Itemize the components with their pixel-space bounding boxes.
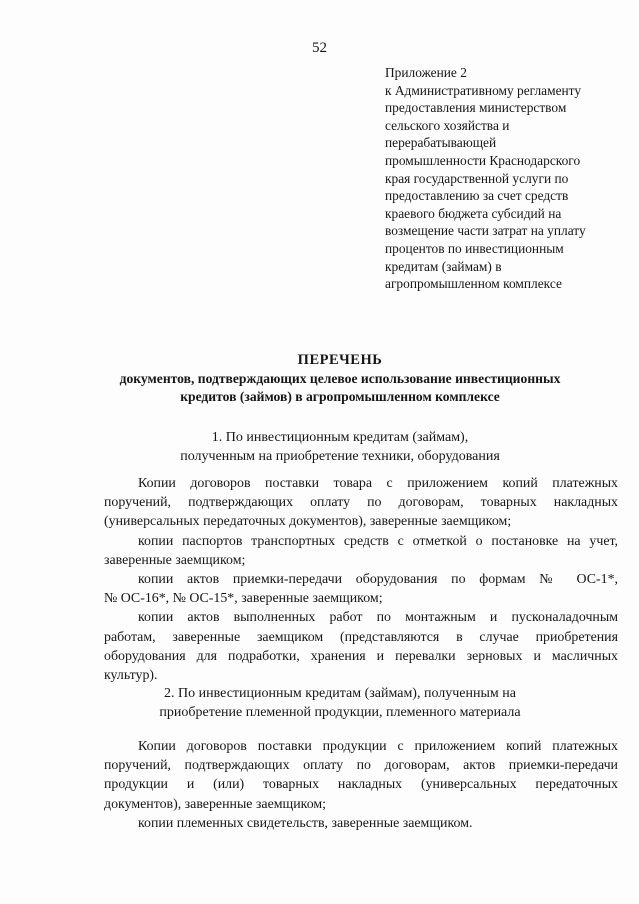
subtitle-line: документов, подтверждающих целевое использование инвестиционных [119, 371, 561, 386]
appendix-line: кредитам (займам) в [385, 258, 502, 274]
section-heading-line: приобретение племенной продукции, племенного материала [159, 705, 521, 720]
paragraph-line: культур). [104, 668, 158, 684]
appendix-line: краевого бюджета субсидий на [385, 205, 562, 221]
document-title: ПЕРЕЧЕНЬ [297, 352, 383, 368]
appendix-line: промышленности Краснодарского [385, 152, 581, 168]
paragraph-line: копии актов приемки-передачи оборудования по формам № ОС-1*, [138, 572, 618, 588]
appendix-note [385, 64, 625, 293]
paragraph-line: заверенные заемщиком; [104, 552, 246, 568]
section-2-heading [90, 684, 590, 722]
paragraph-line: № ОС-16*, № ОС-15*, заверенные заемщиком; [104, 591, 383, 607]
appendix-line: сельского хозяйства и [385, 117, 510, 133]
paragraph-line: копии паспортов транспортных средств с отметкой о постановке на учет, [138, 533, 618, 549]
appendix-line: предоставлению за счет средств [385, 188, 569, 204]
appendix-line: перерабатывающей [385, 135, 497, 151]
appendix-line: к Административному регламенту [385, 82, 582, 98]
paragraph-line: работам, заверенные заемщиком (представляются в случае приобретения [104, 629, 618, 645]
appendix-line: агропромышленном комплексе [385, 276, 562, 292]
page-number: 52 [312, 40, 327, 56]
appendix-line: предоставления министерством [385, 100, 567, 116]
paragraph-line: Копии договоров поставки продукции с приложением копий платежных [138, 739, 618, 754]
paragraph-line: документов), заверенные заемщиком; [104, 796, 327, 812]
paragraph-line: продукции и (или) товарных накладных (универсальных передаточных [104, 777, 618, 793]
paragraph-line: поручений, подтверждающих оплату по договорам, товарных накладных [104, 495, 618, 511]
section-2-body [104, 737, 618, 833]
appendix-line: края государственной услуги по [385, 170, 569, 186]
section-1-body [104, 474, 618, 685]
paragraph-line: копии актов выполненных работ по монтажным и пусконаладочным [138, 610, 618, 626]
section-heading-line: полученным на приобретение техники, оборудования [180, 449, 500, 464]
appendix-line: процентов по инвестиционным [385, 240, 564, 256]
paragraph-line: (универсальных передаточных документов), заверенные заемщиком; [104, 514, 512, 530]
section-heading-line: 1. По инвестиционным кредитам (займам), [211, 430, 469, 445]
subtitle-line: кредитов (займов) в агропромышленном комплексе [180, 389, 500, 404]
document-subtitle [90, 370, 590, 406]
paragraph-line: поручений, подтверждающих оплату по договорам, актов приемки-передачи [104, 758, 618, 774]
paragraph-line: Копии договоров поставки товара с приложением копий платежных [138, 476, 618, 491]
appendix-line: возмещение части затрат на уплату [385, 223, 586, 239]
section-heading-line: 2. По инвестиционным кредитам (займам), полученным на [164, 686, 516, 701]
appendix-line: Приложение 2 [385, 65, 467, 80]
paragraph-line: копии племенных свидетельств, заверенные заемщиком. [138, 815, 473, 831]
paragraph-line: оборудования для подработки, хранения и перевалки зерновых и масличных [104, 648, 618, 664]
section-1-heading [90, 428, 590, 466]
